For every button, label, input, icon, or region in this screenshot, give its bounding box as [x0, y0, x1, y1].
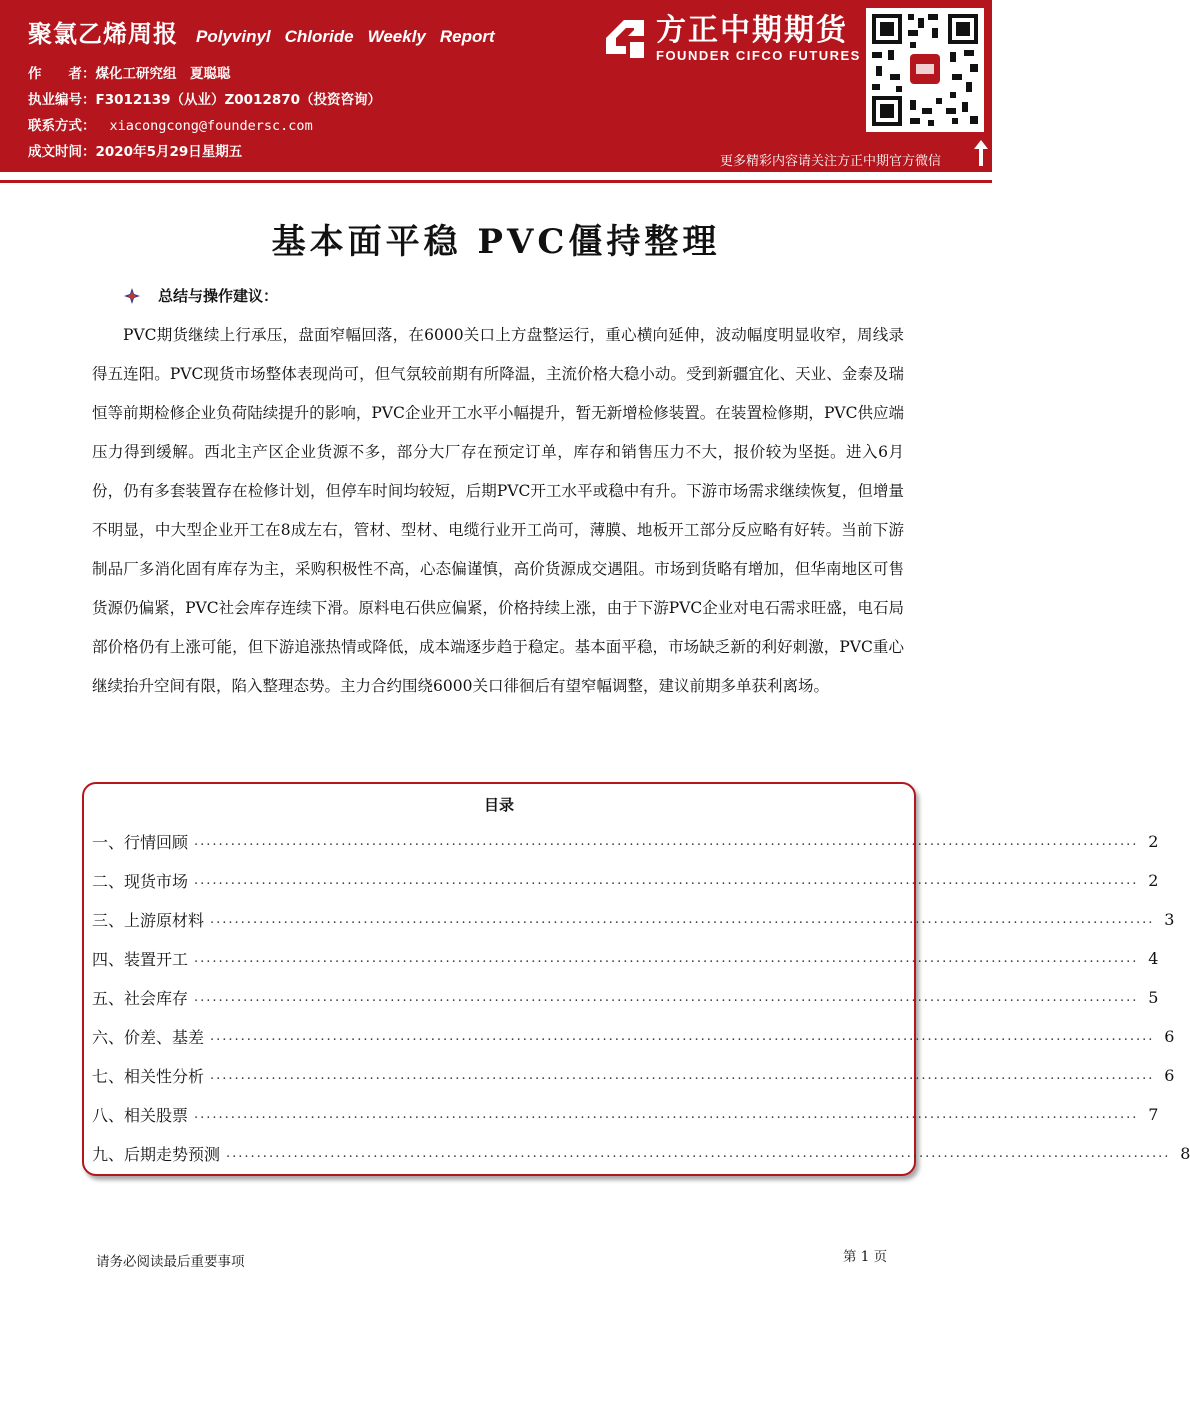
company-logo [602, 14, 861, 63]
toc-item-label: 七、相关性分析 [92, 1066, 205, 1086]
diamond-bullet-icon [124, 288, 140, 304]
toc-item[interactable] [92, 1021, 1175, 1051]
author-value: 煤化工研究组 夏聪聪 [95, 66, 231, 82]
table-of-contents [82, 782, 1190, 1176]
founder-logo-icon [602, 16, 648, 62]
title-en-word: Weekly [367, 27, 426, 46]
logo-text-en: FOUNDER CIFCO FUTURES [656, 48, 861, 63]
toc-item-label: 五、社会库存 [92, 988, 189, 1008]
toc-item-label: 九、后期走势预测 [92, 1144, 221, 1164]
toc-item-page: 6 [1164, 1026, 1175, 1046]
toc-item-page: 8 [1180, 1143, 1190, 1163]
contact-line [28, 114, 313, 134]
title-en-word: Report [439, 27, 495, 46]
page-title: 基本面平稳 PVC僵持整理 [271, 222, 721, 262]
toc-leader: .......................................................................................................................................................... [210, 1067, 1155, 1083]
toc-item[interactable] [92, 865, 1159, 895]
date-value: 2020年5月29日星期五 [95, 144, 243, 160]
report-title-cn: 聚氯乙烯周报 [28, 20, 178, 48]
date-label: 成文时间： [28, 144, 96, 160]
toc-item-page: 3 [1164, 909, 1175, 929]
toc-item-label: 一、行情回顾 [92, 832, 189, 852]
toc-leader: .......................................................................................................................................................... [194, 950, 1139, 966]
author-label: 作 者： [28, 66, 96, 82]
toc-item-page: 2 [1148, 831, 1159, 851]
toc-item-page: 7 [1148, 1104, 1159, 1124]
toc-item-label: 三、上游原材料 [92, 910, 205, 930]
follow-wechat-text: 更多精彩内容请关注方正中期官方微信 [720, 154, 942, 169]
toc-item[interactable] [92, 982, 1159, 1012]
contact-email[interactable]: xiacongcong@foundersc.com [109, 118, 313, 134]
toc-item-page: 5 [1148, 987, 1159, 1007]
toc-item-page: 2 [1148, 870, 1159, 890]
toc-item-label: 六、价差、基差 [92, 1027, 205, 1047]
toc-leader: .......................................................................................................................................................... [210, 911, 1155, 927]
title-en-word: Polyvinyl [196, 27, 271, 46]
author-line [28, 62, 231, 82]
toc-item-page: 4 [1148, 948, 1159, 968]
report-title-en [196, 27, 509, 47]
toc-item[interactable] [92, 1138, 1190, 1168]
toc-item[interactable] [92, 1099, 1159, 1129]
license-line [28, 88, 381, 108]
footer-disclaimer: 请务必阅读最后重要事项 [96, 1254, 245, 1270]
toc-item-label: 八、相关股票 [92, 1105, 189, 1125]
report-title-bar [28, 14, 509, 49]
toc-leader: .......................................................................................................................................................... [226, 1145, 1171, 1161]
toc-item[interactable] [92, 826, 1159, 856]
header-rule [0, 180, 992, 183]
toc-item-label: 四、装置开工 [92, 949, 189, 969]
toc-item-label: 二、现货市场 [92, 871, 189, 891]
summary-heading [124, 285, 278, 306]
toc-item-page: 6 [1164, 1065, 1175, 1085]
toc-leader: .......................................................................................................................................................... [194, 872, 1139, 888]
report-header [0, 0, 992, 172]
wechat-qr-code-icon[interactable] [866, 8, 984, 132]
title-en-word: Chloride [284, 27, 354, 46]
toc-item[interactable] [92, 904, 1175, 934]
date-line [28, 140, 242, 160]
license-value: F3012139（从业）Z0012870（投资咨询） [95, 92, 382, 108]
toc-leader: .......................................................................................................................................................... [194, 833, 1139, 849]
toc-leader: .......................................................................................................................................................... [194, 1106, 1139, 1122]
summary-heading-text: 总结与操作建议： [158, 287, 279, 305]
toc-title: 目录 [483, 796, 514, 814]
logo-text-cn: 方正中期期货 [656, 13, 848, 48]
arrow-up-icon [974, 140, 988, 166]
page-number: 第 1 页 [843, 1249, 888, 1265]
summary-paragraph: PVC期货继续上行承压，盘面窄幅回落，在6000关口上方盘整运行，重心横向延伸，波动幅度明显收窄，周线录得五连阳。PVC现货市场整体表现尚可，但气氛较前期有所降温，主流价格大稳小动。受到新疆宜化、天业、金泰及瑞恒等前期检修企业负荷陆续提升的影响，PVC企业开工水平小幅提升，暂无新增检修装置。在装置检修期，PVC供应端压力得到缓解。西北主产区企业货源不多，部分大厂存在预定订单，库存和销售压力不大，报价较为坚挺。进入6月份，仍有多套装置存在检修计划，但停车时间均较短，后期PVC开工水平或稳中有升。下游市场需求继续恢复，但增量不明显，中大型企业开工在8成左右，管材、型材、电缆行业开工尚可，薄膜、地板开工部分反应略有好转。当前下游制品厂多消化固有库存为主，采购积极性不高，心态偏谨慎，高价货源成交遇阻。市场到货略有增加，但华南地区可售货源仍偏紧，PVC社会库存连续下滑。原料电石供应偏紧，价格持续上涨，由于下游PVC企业对电石需求旺盛，电石局部价格仍有上涨可能，但下游追涨热情或降低，成本端逐步趋于稳定。基本面平稳，市场缺乏新的利好刺激，PVC重心继续抬升空间有限，陷入整理态势。主力合约围绕6000关口徘徊后有望窄幅调整，建议前期多单获利离场。 [92, 326, 904, 695]
toc-item[interactable] [92, 943, 1159, 973]
toc-leader: .......................................................................................................................................................... [194, 989, 1139, 1005]
contact-label: 联系方式： [28, 118, 96, 134]
toc-item[interactable] [92, 1060, 1175, 1090]
toc-leader: .......................................................................................................................................................... [210, 1028, 1155, 1044]
license-label: 执业编号： [28, 92, 96, 108]
